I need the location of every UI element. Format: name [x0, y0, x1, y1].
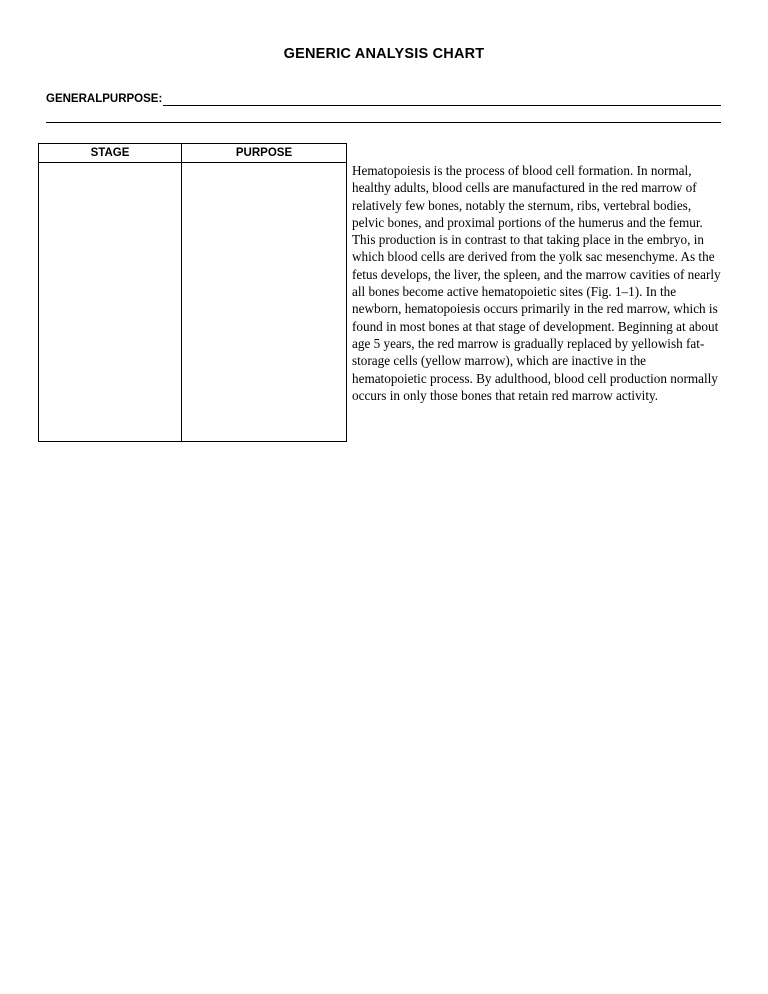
general-purpose-blank-line[interactable] — [163, 91, 721, 106]
analysis-table — [38, 143, 347, 442]
purpose-column-header: PURPOSE — [182, 144, 347, 163]
table-header-row — [39, 144, 347, 163]
hematopoiesis-paragraph: Hematopoiesis is the process of blood cell formation. In normal, healthy adults, blood cells are manufactured in the red marrow of relatively few bones, notably the sternum, ribs, vertebral bodies, pelvic bones, and proximal portions of the humerus and the femur. This production is in contrast to that taking place in the embryo, in which blood cells are derived from the yolk sac mesenchyme. As the fetus develops, the liver, the spleen, and the marrow cavities of nearly all bones become active hematopoietic sites (Fig. 1–1). In the newborn, hematopoiesis occurs primarily in the red marrow, which is found in most bones at that stage of development. Beginning at about age 5 years, the red marrow is gradually replaced by yellowish fat-storage cells (yellow marrow), which are inactive in the hematopoietic process. By adulthood, blood cell production normally occurs in only those bones that retain red marrow activity. — [352, 163, 721, 403]
general-purpose-row — [46, 90, 721, 106]
stage-column-header: STAGE — [39, 144, 182, 163]
purpose-cell[interactable] — [182, 163, 347, 442]
table-row — [39, 163, 347, 442]
page-title: GENERIC ANALYSIS CHART — [283, 46, 485, 62]
general-purpose-continuation-line[interactable] — [46, 122, 721, 123]
general-purpose-label: GENERALPURPOSE: — [46, 93, 163, 105]
stage-cell[interactable] — [39, 163, 182, 442]
